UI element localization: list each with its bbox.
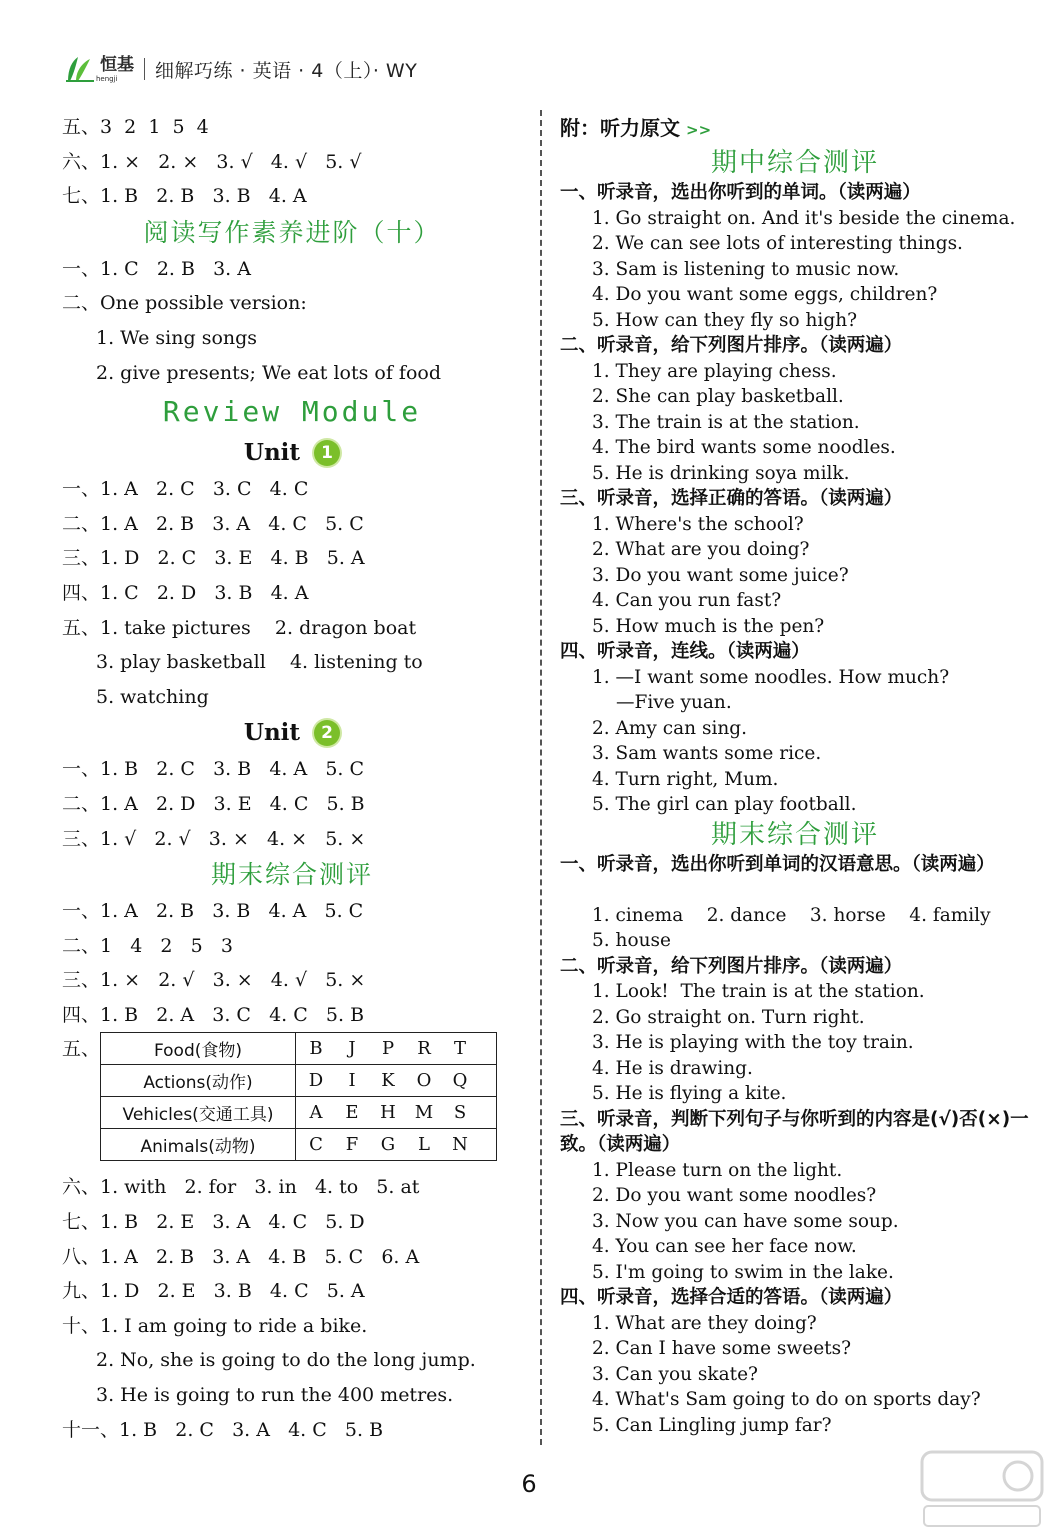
answer-line: 一、1. B 2. C 3. B 4. A 5. C: [62, 758, 365, 781]
appendix-title: 附：听力原文: [560, 116, 680, 140]
review-module-title: Review Module: [162, 395, 422, 429]
answer-line: 八、1. A 2. B 3. A 4. B 5. C 6. A: [62, 1245, 420, 1268]
unit-label: Unit: [243, 719, 301, 747]
transcript-line: 3. Now you can have some soup.: [592, 1210, 899, 1232]
table-row: [101, 1033, 497, 1065]
answer-line: 六、1. with 2. for 3. in 4. to 5. at: [62, 1176, 420, 1199]
question-heading: 二、听录音，给下列图片排序。（读两遍）: [560, 955, 903, 977]
transcript-line: 2. What are you doing?: [592, 539, 810, 560]
letter: N: [452, 1134, 468, 1156]
transcript-line: 4. He is drawing.: [592, 1057, 753, 1079]
letters-cell: [296, 1065, 497, 1097]
question-heading: 三、听录音，选择正确的答语。（读两遍）: [560, 488, 903, 509]
answer-line: 五、3 2 1 5 4: [62, 116, 209, 138]
letter: T: [453, 1038, 466, 1060]
table-row: [101, 1065, 497, 1097]
section-title: 阅读写作素养进阶（十）: [143, 217, 441, 247]
transcript-line: 4. Do you want some eggs, children?: [592, 284, 938, 305]
page-number: 6: [521, 1470, 537, 1498]
question-heading: 一、听录音，选出你听到的单词。（读两遍）: [560, 182, 921, 203]
transcript-line: 2. Do you want some noodles?: [592, 1185, 877, 1206]
section-title: 期末综合测评: [210, 860, 373, 890]
letters-cell: [296, 1097, 497, 1129]
letter: B: [309, 1038, 323, 1060]
answer-line: 七、1. B 2. E 3. A 4. C 5. D: [62, 1211, 365, 1234]
classification-block: [62, 1032, 522, 1170]
listening-transcript-column: [560, 110, 1030, 1438]
transcript-line: 3. Do you want some juice?: [592, 564, 849, 586]
answer-line: 一、1. A 2. B 3. B 4. A 5. C: [62, 900, 364, 923]
transcript-line: 1. Look! The train is at the station.: [592, 981, 925, 1002]
unit-1-heading: [62, 434, 522, 472]
category-cell: Actions(动作): [101, 1065, 296, 1097]
letter: J: [348, 1038, 356, 1060]
answer-line: 十一、1. B 2. C 3. A 4. C 5. B: [62, 1418, 384, 1441]
letter: H: [380, 1102, 396, 1124]
transcript-line: 5. I'm going to swim in the lake.: [592, 1261, 894, 1283]
transcript-line: 1. Go straight on. And it's beside the cinema.: [592, 207, 1016, 229]
transcript-line: 1. What are they doing?: [592, 1312, 817, 1334]
transcript-line: 3. The train is at the station.: [592, 411, 860, 433]
transcript-line: 1. cinema 2. dance 3. horse 4. family: [592, 904, 991, 926]
transcript-line: 5. Can Lingling jump far?: [592, 1414, 832, 1436]
transcript-line: 1. —I want some noodles. How much?: [592, 666, 950, 688]
question-heading: 二、听录音，给下列图片排序。（读两遍）: [560, 335, 903, 356]
category-cell: Vehicles(交通工具): [101, 1097, 296, 1129]
transcript-line: 4. You can see her face now.: [592, 1236, 857, 1257]
answer-line: 二、One possible version:: [62, 292, 307, 315]
transcript-line: 5. He is drinking soya milk.: [592, 462, 850, 484]
question-heading: 四、听录音，连线。（读两遍）: [560, 641, 810, 662]
unit-2-heading: [62, 714, 522, 752]
watermark-logo: [918, 1448, 1046, 1530]
question-heading: 一、听录音，选出你听到单词的汉语意思。（读两遍）: [560, 853, 995, 875]
letter: Q: [452, 1070, 468, 1092]
transcript-line: 2. We can see lots of interesting things.: [592, 233, 963, 254]
answer-line: 一、1. C 2. B 3. A: [62, 257, 251, 280]
answer-line: 四、1. C 2. D 3. B 4. A: [62, 581, 309, 604]
brand-logo: [64, 55, 134, 83]
question-label: 五、: [62, 1038, 101, 1061]
section-title: 期末综合测评: [710, 819, 879, 850]
page-header: [64, 52, 417, 86]
answer-column: [62, 110, 522, 1447]
transcript-line: 3. Can you skate?: [592, 1363, 758, 1385]
letter: S: [453, 1102, 467, 1124]
transcript-line: 2. Go straight on. Turn right.: [592, 1006, 865, 1028]
letters-cell: [296, 1129, 497, 1161]
question-heading: 三、听录音，判断下列句子与你听到的内容是(√)否(×)一致。（读两遍）: [560, 1108, 1029, 1155]
answer-line: 七、1. B 2. B 3. B 4. A: [62, 185, 307, 208]
book-title: 细解巧练 · 英语 · 4（上）· WY: [155, 59, 418, 82]
header-separator: [144, 58, 145, 80]
category-cell: Animals(动物): [101, 1129, 296, 1161]
section-title: 期中综合测评: [710, 148, 879, 178]
appendix-heading: [560, 110, 1030, 146]
table-row: [101, 1097, 497, 1129]
answer-line: 3. He is going to run the 400 metres.: [96, 1384, 454, 1407]
letter: F: [345, 1134, 359, 1156]
answer-line: 3. play basketball 4. listening to: [96, 651, 423, 674]
answer-line: 二、1. A 2. D 3. E 4. C 5. B: [62, 792, 365, 815]
unit-number-badge: 1: [314, 440, 340, 466]
question-heading: 四、听录音，选择合适的答语。（读两遍）: [560, 1287, 903, 1308]
letter: O: [416, 1070, 432, 1092]
transcript-line: 2. Amy can sing.: [592, 717, 748, 739]
answer-line: 2. give presents; We eat lots of food: [96, 361, 442, 384]
letter: C: [309, 1134, 323, 1156]
transcript-line: 3. Sam is listening to music now.: [592, 258, 900, 280]
answer-line: 2. No, she is going to do the long jump.: [96, 1349, 476, 1372]
table-row: [101, 1129, 497, 1161]
answer-line: 三、1. D 2. C 3. E 4. B 5. A: [62, 547, 365, 570]
transcript-line: 5. How much is the pen?: [592, 615, 825, 637]
transcript-line: 5. He is flying a kite.: [592, 1083, 787, 1104]
unit-label: Unit: [243, 439, 301, 467]
answer-line: 四、1. B 2. A 3. C 4. C 5. B: [62, 1003, 365, 1026]
letter: I: [348, 1070, 356, 1092]
transcript-line: 1. They are playing chess.: [592, 360, 837, 382]
answer-line: 一、1. A 2. C 3. C 4. C: [62, 478, 309, 501]
watermark-icon: [918, 1448, 1046, 1530]
answer-line: 五、1. take pictures 2. dragon boat: [62, 616, 417, 639]
letters-cell: [296, 1033, 497, 1065]
transcript-line: 5. house: [592, 930, 671, 951]
letter: M: [414, 1102, 434, 1124]
answer-line: 十、1. I am going to ride a bike.: [62, 1314, 368, 1337]
leaf-logo-icon: [64, 55, 96, 83]
letter: E: [345, 1102, 359, 1124]
transcript-line: 4. Can you run fast?: [592, 590, 782, 611]
answer-line: 二、1. A 2. B 3. A 4. C 5. C: [62, 512, 364, 535]
letter: R: [417, 1038, 431, 1060]
transcript-line: 4. The bird wants some noodles.: [592, 437, 896, 458]
letter: G: [380, 1134, 396, 1156]
transcript-line: 3. Sam wants some rice.: [592, 743, 822, 764]
letter: D: [308, 1070, 324, 1092]
transcript-line: 4. Turn right, Mum.: [592, 768, 779, 790]
answer-line: 5. watching: [96, 685, 209, 708]
answer-line: 1. We sing songs: [96, 326, 258, 349]
unit-number-badge: 2: [314, 720, 340, 746]
answer-line: 三、1. × 2. √ 3. × 4. √ 5. ×: [62, 969, 366, 992]
transcript-line: 2. Can I have some sweets?: [592, 1338, 851, 1359]
transcript-line: 5. How can they fly so high?: [592, 309, 858, 331]
transcript-line: 4. What's Sam going to do on sports day?: [592, 1389, 981, 1410]
letter: L: [418, 1134, 430, 1156]
letter: P: [381, 1038, 395, 1060]
answer-line: 三、1. √ 2. √ 3. × 4. × 5. ×: [62, 827, 366, 850]
brand-subtitle: hengji: [96, 75, 118, 83]
letter: K: [381, 1070, 395, 1092]
brand-name: 恒基: [100, 55, 134, 75]
transcript-line: 2. She can play basketball.: [592, 386, 844, 407]
letter: A: [309, 1102, 323, 1124]
classification-table: [100, 1032, 497, 1161]
transcript-line: —Five yuan.: [616, 692, 732, 713]
category-cell: Food(食物): [101, 1033, 296, 1065]
answer-line: 二、1 4 2 5 3: [62, 934, 233, 957]
column-divider: [540, 110, 542, 1445]
transcript-line: 3. He is playing with the toy train.: [592, 1032, 914, 1053]
transcript-line: 1. Please turn on the light.: [592, 1159, 843, 1181]
transcript-line: 5. The girl can play football.: [592, 794, 857, 815]
answer-line: 九、1. D 2. E 3. B 4. C 5. A: [62, 1280, 365, 1303]
arrow-icon: >>: [686, 121, 712, 139]
transcript-line: 1. Where's the school?: [592, 513, 804, 535]
answer-line: 六、1. × 2. × 3. √ 4. √ 5. √: [62, 150, 362, 173]
